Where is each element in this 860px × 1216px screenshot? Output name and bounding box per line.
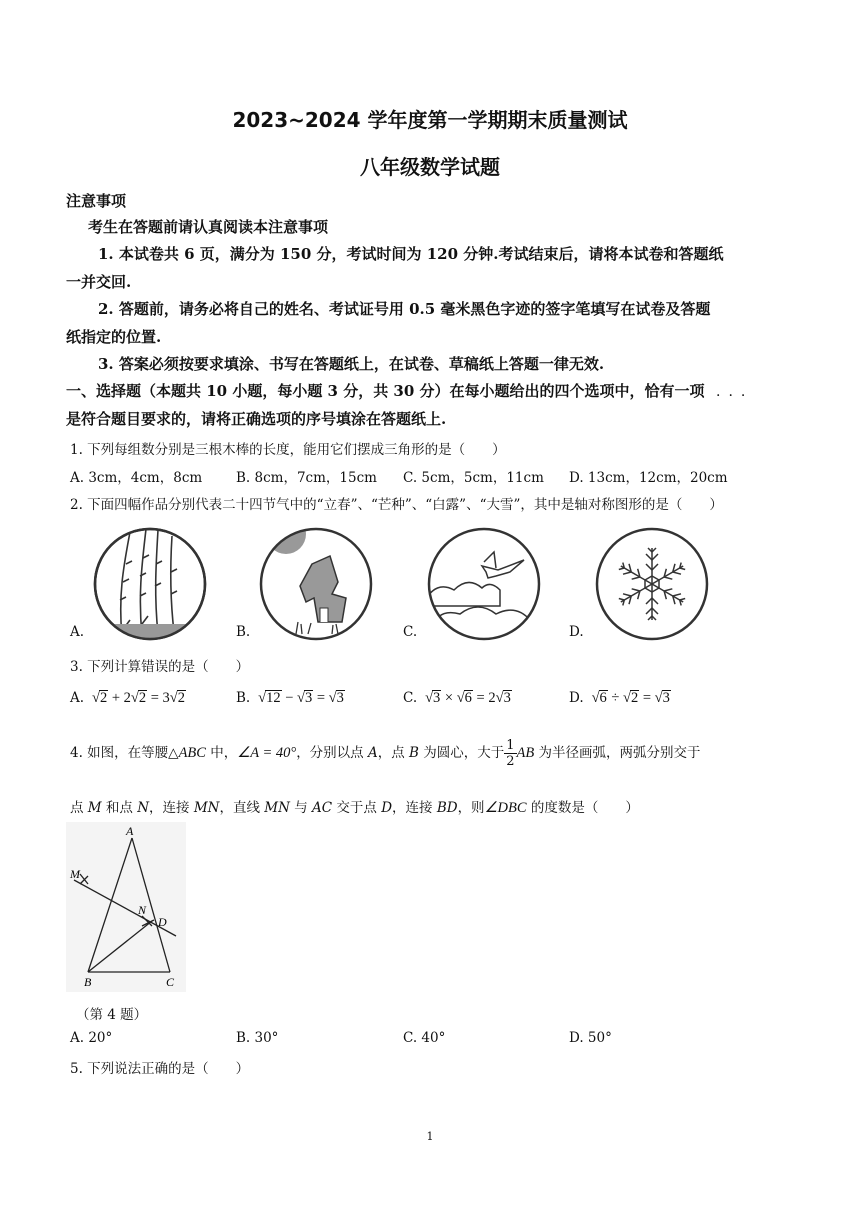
fig-label-b: B bbox=[84, 975, 92, 989]
q2-option-b: B. bbox=[236, 624, 251, 640]
q1-option-d: D. 13cm，12cm，20cm bbox=[569, 470, 728, 486]
q3-label-c: C. bbox=[403, 690, 418, 706]
q4-triangle-figure bbox=[66, 822, 186, 992]
fig-label-d: D bbox=[158, 915, 167, 929]
q3-option-d: D. √6 ÷ √2 = √3 bbox=[569, 690, 670, 706]
notes-item-1: 1. 本试卷共 6 页，满分为 150 分，考试时间为 120 分钟.考试结束后，请将本试卷和答题纸 bbox=[98, 245, 724, 263]
q1-option-b: B. 8cm，7cm，15cm bbox=[236, 470, 377, 486]
notes-item-2-cont: 纸指定的位置. bbox=[66, 328, 162, 346]
fraction-one-half: $\frac{1}{2}$ bbox=[506, 738, 515, 769]
page-subtitle: 八年级数学试题 bbox=[360, 155, 500, 179]
solar-term-image-c bbox=[424, 524, 544, 644]
q2-stem: 2. 下面四幅作品分别代表二十四节气中的“立春”、“芒种”、“白露”、“大雪”，其中是轴对称图形的是（ ） bbox=[70, 497, 723, 513]
q5-stem: 5. 下列说法正确的是（ ） bbox=[70, 1061, 250, 1077]
fig-label-a: A bbox=[126, 824, 134, 838]
q4-option-c: C. 40° bbox=[403, 1030, 446, 1046]
q4-option-b: B. 30° bbox=[236, 1030, 279, 1046]
section1-intro-cont: 是符合题目要求的，请将正确选项的序号填涂在答题纸上. bbox=[66, 410, 447, 428]
q4-stem-line1: 4. 如图，在等腰△ABC 中，∠A = 40°，分别以点 A，点 B 为圆心，大于 $\frac{1}{2}$ AB 为半径画弧，两弧分别交于 bbox=[70, 738, 701, 769]
q1-option-c: C. 5cm，5cm，11cm bbox=[403, 470, 544, 486]
fig-label-n: N bbox=[138, 903, 147, 917]
q4-option-a: A. 20° bbox=[70, 1030, 113, 1046]
q1-option-a: A. 3cm，4cm，8cm bbox=[70, 470, 203, 486]
page-number: 1 bbox=[426, 1130, 434, 1143]
q4-caption: （第 4 题） bbox=[76, 1007, 148, 1023]
notes-heading: 注意事项 bbox=[66, 192, 127, 210]
notes-item-1-cont: 一并交回. bbox=[66, 273, 132, 291]
notes-item-2: 2. 答题前，请务必将自己的姓名、考试证号用 0.5 毫米黑色字迹的签字笔填写在试卷及答题 bbox=[98, 300, 711, 318]
page-title: 2023~2024 学年度第一学期期末质量测试 bbox=[232, 108, 628, 132]
notes-intro: 考生在答题前请认真阅读本注意事项 bbox=[88, 218, 329, 236]
solar-term-image-d bbox=[592, 524, 712, 644]
q3-option-b: B. √12 − √3 = √3 bbox=[236, 690, 344, 706]
section1-intro: 一、选择题（本题共 10 小题，每小题 3 分，共 30 分）在每小题给出的四个选项中，恰有一项 bbox=[66, 382, 705, 400]
q3-option-a: A. √2 + 2√2 = 3√2 bbox=[70, 690, 185, 706]
q2-option-d: D. bbox=[569, 624, 584, 640]
q3-stem: 3. 下列计算错误的是（ ） bbox=[70, 659, 250, 675]
q3-label-d: D. bbox=[569, 690, 584, 706]
emphasis-dots: ··· bbox=[716, 388, 754, 404]
q3-label-a: A. bbox=[70, 690, 85, 706]
q2-option-c: C. bbox=[403, 624, 418, 640]
q3-label-b: B. bbox=[236, 690, 251, 706]
q2-option-a: A. bbox=[70, 624, 85, 640]
q4-option-d: D. 50° bbox=[569, 1030, 612, 1046]
q4-stem-line2: 点 M 和点 N，连接 MN，直线 MN 与 AC 交于点 D，连接 BD，则∠DBC 的度数是（ ） bbox=[70, 800, 639, 816]
solar-term-image-a bbox=[90, 524, 210, 644]
q3-option-c: C. √3 × √6 = 2√3 bbox=[403, 690, 511, 706]
solar-term-image-b bbox=[256, 524, 376, 644]
fig-label-c: C bbox=[166, 975, 175, 989]
fig-label-m: M bbox=[70, 867, 80, 881]
notes-item-3: 3. 答案必须按要求填涂、书写在答题纸上，在试卷、草稿纸上答题一律无效. bbox=[98, 355, 605, 373]
q1-stem: 1. 下列每组数分别是三根木棒的长度，能用它们摆成三角形的是（ ） bbox=[70, 442, 506, 458]
